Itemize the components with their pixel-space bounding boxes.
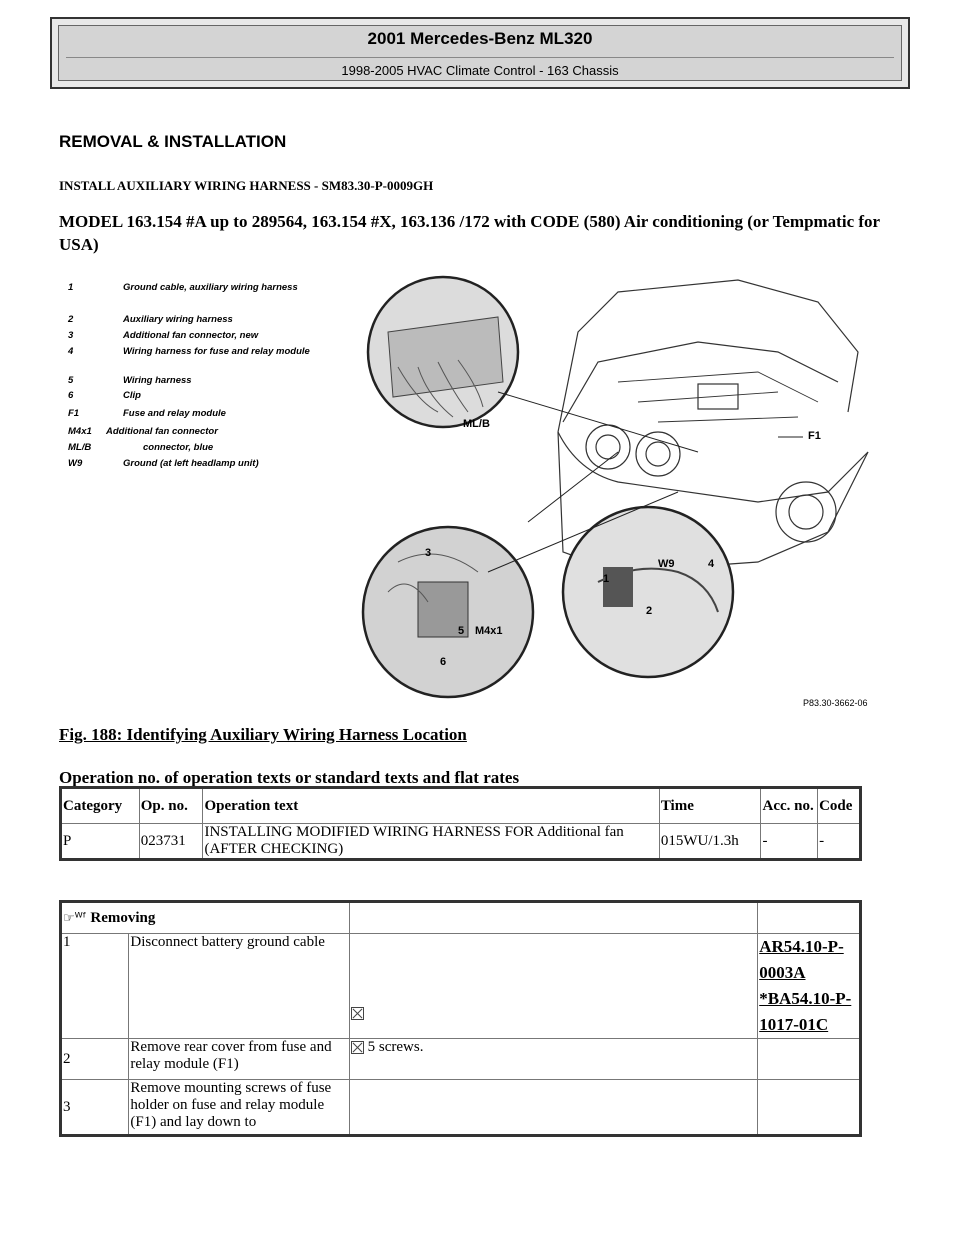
legend-text: Ground cable, auxiliary wiring harness xyxy=(123,282,298,293)
figure-caption: Fig. 188: Identifying Auxiliary Wiring Harness Location xyxy=(59,725,467,744)
removing-label: Removing xyxy=(90,909,156,926)
callout-f1: F1 xyxy=(808,430,821,442)
cell-operation-text: INSTALLING MODIFIED WIRING HARNESS FOR Additional fan (AFTER CHECKING) xyxy=(203,824,659,860)
callout-3: 3 xyxy=(425,547,432,559)
cell-op-no: 023731 xyxy=(139,824,203,860)
operation-heading: Operation no. of operation texts or standard texts and flat rates xyxy=(59,768,520,787)
step-text: Disconnect battery ground cable xyxy=(129,934,349,1039)
legend-key: 4 xyxy=(68,346,74,357)
figure-legend xyxy=(67,282,311,469)
legend-key: ML/B xyxy=(68,442,92,453)
legend-text: Clip xyxy=(123,390,141,401)
callout-2: 2 xyxy=(646,605,653,617)
engine-bay-inset xyxy=(368,277,518,427)
ref-link[interactable]: AR54.10-P-0003A xyxy=(759,937,844,982)
table-row xyxy=(61,1039,861,1080)
callout-6: 6 xyxy=(440,656,447,668)
empty-cell xyxy=(758,902,861,934)
legend-text: Wiring harness for fuse and relay module xyxy=(123,346,310,357)
fan-connector-inset xyxy=(363,527,533,697)
page-header xyxy=(50,17,910,89)
header-subtitle: 1998-2005 HVAC Climate Control - 163 Chassis xyxy=(341,63,619,78)
header-operation-text: Operation text xyxy=(203,788,659,824)
step-text: Remove mounting screws of fuse holder on fuse and relay module (F1) and lay down to xyxy=(129,1080,349,1136)
header-title: 2001 Mercedes-Benz ML320 xyxy=(367,29,593,48)
step-text: Remove rear cover from fuse and relay module (F1) xyxy=(129,1039,349,1080)
hand-pointer-icon: ☞ᵂᶠ xyxy=(63,910,87,926)
step-note-cell xyxy=(349,1039,757,1080)
steps-table xyxy=(59,900,862,1137)
step-number: 1 xyxy=(61,934,129,1039)
callout-5: 5 xyxy=(458,625,465,637)
legend-key: F1 xyxy=(68,408,80,419)
step-refs-cell xyxy=(758,1039,861,1080)
cell-category: P xyxy=(61,824,140,860)
procedure-title: INSTALL AUXILIARY WIRING HARNESS - SM83.30-P-0009GH xyxy=(59,178,434,193)
steps-header-row xyxy=(61,902,861,934)
step-number: 3 xyxy=(61,1080,129,1136)
table-row xyxy=(61,824,861,860)
cell-code: - xyxy=(818,824,861,860)
figure-code: P83.30-3662-06 xyxy=(803,698,868,708)
header-category: Category xyxy=(61,788,140,824)
header-acc-no: Acc. no. xyxy=(761,788,818,824)
callout-1: 1 xyxy=(603,573,610,585)
step-note: 5 screws. xyxy=(367,1039,424,1055)
step-refs-cell xyxy=(758,934,861,1039)
model-line: MODEL 163.154 #A up to 289564, 163.154 #X, 163.136 /172 with CODE (580) Air conditioning (or Tempmatic for USA) xyxy=(59,212,880,254)
legend-key: W9 xyxy=(68,458,83,469)
figure-icon[interactable] xyxy=(351,1041,364,1054)
step-note-cell xyxy=(349,934,757,1039)
ref-link[interactable]: *BA54.10-P-1017-01C xyxy=(759,989,852,1034)
header-divider xyxy=(66,57,894,58)
legend-key: 5 xyxy=(68,375,74,386)
step-note-cell xyxy=(349,1080,757,1136)
header-panel xyxy=(58,25,902,81)
legend-key: 3 xyxy=(68,330,74,341)
step-refs-cell xyxy=(758,1080,861,1136)
legend-text: Auxiliary wiring harness xyxy=(123,314,233,325)
legend-text: Fuse and relay module xyxy=(123,408,226,419)
legend-text: Ground (at left headlamp unit) xyxy=(123,458,259,469)
table-row xyxy=(61,1080,861,1136)
callout-m4x1: M4x1 xyxy=(475,625,503,637)
ground-inset xyxy=(563,507,733,677)
callout-4: 4 xyxy=(708,558,715,570)
table-header-row xyxy=(61,788,861,824)
callout-mlb: ML/B xyxy=(463,418,490,430)
legend-text: Additional fan connector xyxy=(106,426,218,437)
legend-text: connector, blue xyxy=(143,442,214,453)
cell-time: 015WU/1.3h xyxy=(659,824,761,860)
legend-key: 1 xyxy=(68,282,74,293)
operation-table xyxy=(59,786,862,861)
legend-key: 2 xyxy=(68,314,74,325)
legend-text: Additional fan connector, new xyxy=(123,330,259,341)
section-title: REMOVAL & INSTALLATION xyxy=(59,132,287,151)
legend-key: M4x1 xyxy=(68,426,92,437)
header-op-no: Op. no. xyxy=(139,788,203,824)
figure-icon[interactable] xyxy=(351,1007,364,1020)
table-row xyxy=(61,934,861,1039)
legend-text: Wiring harness xyxy=(123,375,192,386)
cell-acc-no: - xyxy=(761,824,818,860)
callout-w9: W9 xyxy=(658,558,675,570)
legend-key: 6 xyxy=(68,390,74,401)
header-code: Code xyxy=(818,788,861,824)
header-time: Time xyxy=(659,788,761,824)
empty-cell xyxy=(349,902,757,934)
step-number: 2 xyxy=(61,1039,129,1080)
steps-header-cell xyxy=(61,902,350,934)
wiring-harness-figure xyxy=(58,272,878,712)
